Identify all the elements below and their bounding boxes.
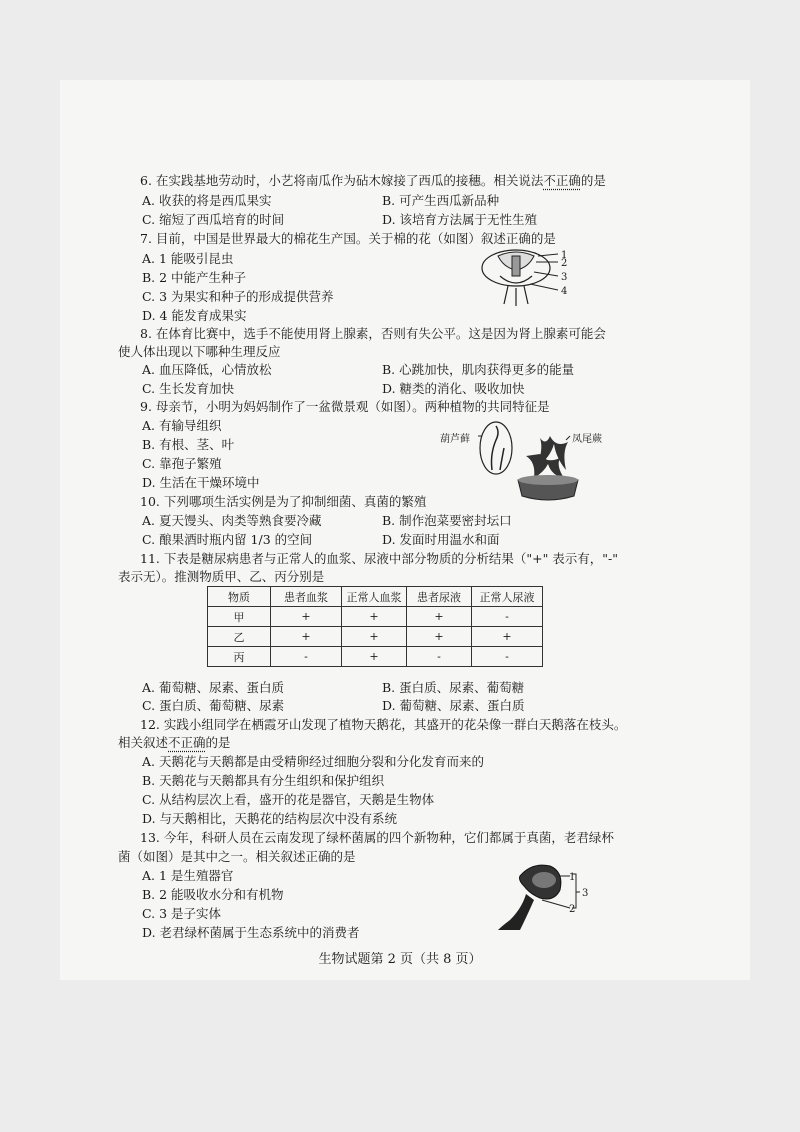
q12-option-a: A. 天鹅花与天鹅都是由受精卵经过细胞分裂和分化发育而来的	[142, 754, 484, 769]
q12-option-c: C. 从结构层次上看，盛开的花是器官，天鹅是生物体	[142, 792, 435, 807]
q13-fig-label-1: 1	[569, 872, 576, 883]
table-cell: -	[472, 647, 543, 667]
table-row	[208, 607, 543, 627]
q10-option-c: C. 酿果酒时瓶内留 1/3 的空间	[142, 532, 313, 547]
q9-option-a: A. 有输导组织	[142, 418, 222, 433]
q6-option-a: A. 收获的将是西瓜果实	[142, 193, 272, 208]
q6-option-c: C. 缩短了西瓜培育的时间	[142, 212, 285, 227]
q12-stem-line2: 相关叙述不正确的是	[118, 735, 231, 750]
q11-option-a: A. 葡萄糖、尿素、蛋白质	[142, 680, 284, 695]
table-cell: +	[342, 627, 407, 647]
q13-stem-line2: 菌（如图）是其中之一。相关叙述正确的是	[118, 849, 356, 864]
table-row	[208, 627, 543, 647]
q12-option-b: B. 天鹅花与天鹅都具有分生组织和保护组织	[142, 773, 385, 788]
table-cell: 丙	[208, 647, 271, 667]
q8-option-d: D. 糖类的消化、吸收加快	[382, 381, 525, 396]
q13-option-a: A. 1 是生殖器官	[142, 868, 234, 883]
q10-stem: 10. 下列哪项生活实例是为了抑制细菌、真菌的繁殖	[140, 494, 427, 509]
table-cell: +	[407, 627, 472, 647]
q6-option-b: B. 可产生西瓜新品种	[382, 193, 500, 208]
q10-option-d: D. 发面时用温水和面	[382, 532, 500, 547]
q13-stem-line1: 13. 今年，科研人员在云南发现了绿杯菌属的四个新物种，它们都属于真菌，老君绿杯	[140, 830, 614, 845]
q10-option-b: B. 制作泡菜要密封坛口	[382, 513, 512, 528]
q11-option-b: B. 蛋白质、尿素、葡萄糖	[382, 680, 525, 695]
table-cell: -	[407, 647, 472, 667]
q9-fig-label-right: 凤尾蕨	[572, 434, 602, 445]
q6-option-d: D. 该培育方法属于无性生殖	[382, 212, 538, 227]
q13-option-b: B. 2 能吸收水分和有机物	[142, 887, 284, 902]
q12-option-d: D. 与天鹅相比，天鹅花的结构层次中没有系统	[142, 811, 398, 826]
table-cell: +	[271, 627, 342, 647]
table-header-cell: 正常人尿液	[472, 587, 543, 607]
table-cell: -	[472, 607, 543, 627]
q13-option-d: D. 老君绿杯菌属于生态系统中的消费者	[142, 925, 360, 940]
q7-option-d: D. 4 能发育成果实	[142, 308, 247, 323]
table-header-row	[208, 587, 543, 607]
table-header-cell: 患者血浆	[271, 587, 342, 607]
q11-option-c: C. 蛋白质、葡萄糖、尿素	[142, 698, 285, 713]
table-cell: +	[472, 627, 543, 647]
q6-stem: 6. 在实践基地劳动时，小艺将南瓜作为砧木嫁接了西瓜的接穗。相关说法不正确的是	[140, 173, 606, 188]
q8-stem-line1: 8. 在体育比赛中，选手不能使用肾上腺素，否则有失公平。这是因为肾上腺素可能会	[140, 326, 606, 341]
table-cell: +	[342, 647, 407, 667]
q8-option-a: A. 血压降低，心情放松	[142, 362, 272, 377]
table-row	[208, 647, 543, 667]
q8-stem-line2: 使人体出现以下哪种生理反应	[118, 344, 281, 359]
q13-fig-label-2: 2	[569, 904, 576, 915]
table-cell: +	[342, 607, 407, 627]
q13-fig-label-3: 3	[582, 888, 589, 899]
table-cell: 甲	[208, 607, 271, 627]
q9-option-d: D. 生活在干燥环境中	[142, 475, 260, 490]
q11-stem-line1: 11. 下表是糖尿病患者与正常人的血浆、尿液中部分物质的分析结果（"+" 表示有，"-"	[140, 551, 619, 566]
q12-emphasis: 不正确	[168, 735, 206, 750]
analysis-table	[207, 586, 543, 667]
q7-fig-label-3: 3	[561, 272, 568, 283]
q13-option-c: C. 3 是子实体	[142, 906, 221, 921]
q9-stem: 9. 母亲节，小明为妈妈制作了一盆微景观（如图）。两种植物的共同特征是	[140, 399, 550, 414]
green-cup-fungus-figure	[480, 856, 590, 932]
q12-stem-line1: 12. 实践小组同学在栖霞牙山发现了植物天鹅花，其盛开的花朵像一群白天鹅落在枝头。	[140, 717, 627, 732]
table-header-cell: 正常人血浆	[342, 587, 407, 607]
table-header-cell: 患者尿液	[407, 587, 472, 607]
q7-option-c: C. 3 为果实和种子的形成提供营养	[142, 289, 334, 304]
q7-option-b: B. 2 中能产生种子	[142, 270, 247, 285]
q9-option-c: C. 靠孢子繁殖	[142, 456, 222, 471]
table-cell: -	[271, 647, 342, 667]
q11-stem-line2: 表示无）。推测物质甲、乙、丙分别是	[118, 569, 325, 584]
q8-option-b: B. 心跳加快，肌肉获得更多的能量	[382, 362, 575, 377]
table-cell: +	[407, 607, 472, 627]
table-cell: +	[271, 607, 342, 627]
q11-option-d: D. 葡萄糖、尿素、蛋白质	[382, 698, 525, 713]
micro-landscape-figure	[470, 418, 580, 510]
q7-stem: 7. 目前，中国是世界最大的棉花生产国。关于棉的花（如图）叙述正确的是	[140, 231, 556, 246]
q7-fig-label-4: 4	[561, 286, 568, 297]
table-header-cell: 物质	[208, 587, 271, 607]
q7-fig-label-2: 2	[561, 258, 568, 269]
q8-option-c: C. 生长发育加快	[142, 381, 235, 396]
q9-fig-label-left: 葫芦藓	[440, 434, 470, 445]
q6-emphasis: 不正确	[543, 173, 581, 188]
q7-option-a: A. 1 能吸引昆虫	[142, 251, 234, 266]
q9-option-b: B. 有根、茎、叶	[142, 437, 235, 452]
table-cell: 乙	[208, 627, 271, 647]
page-footer: 生物试题第 2 页（共 8 页）	[318, 952, 482, 967]
q10-option-a: A. 夏天馒头、肉类等熟食要冷藏	[142, 513, 322, 528]
q7-fig-label-1: 1	[561, 250, 568, 261]
